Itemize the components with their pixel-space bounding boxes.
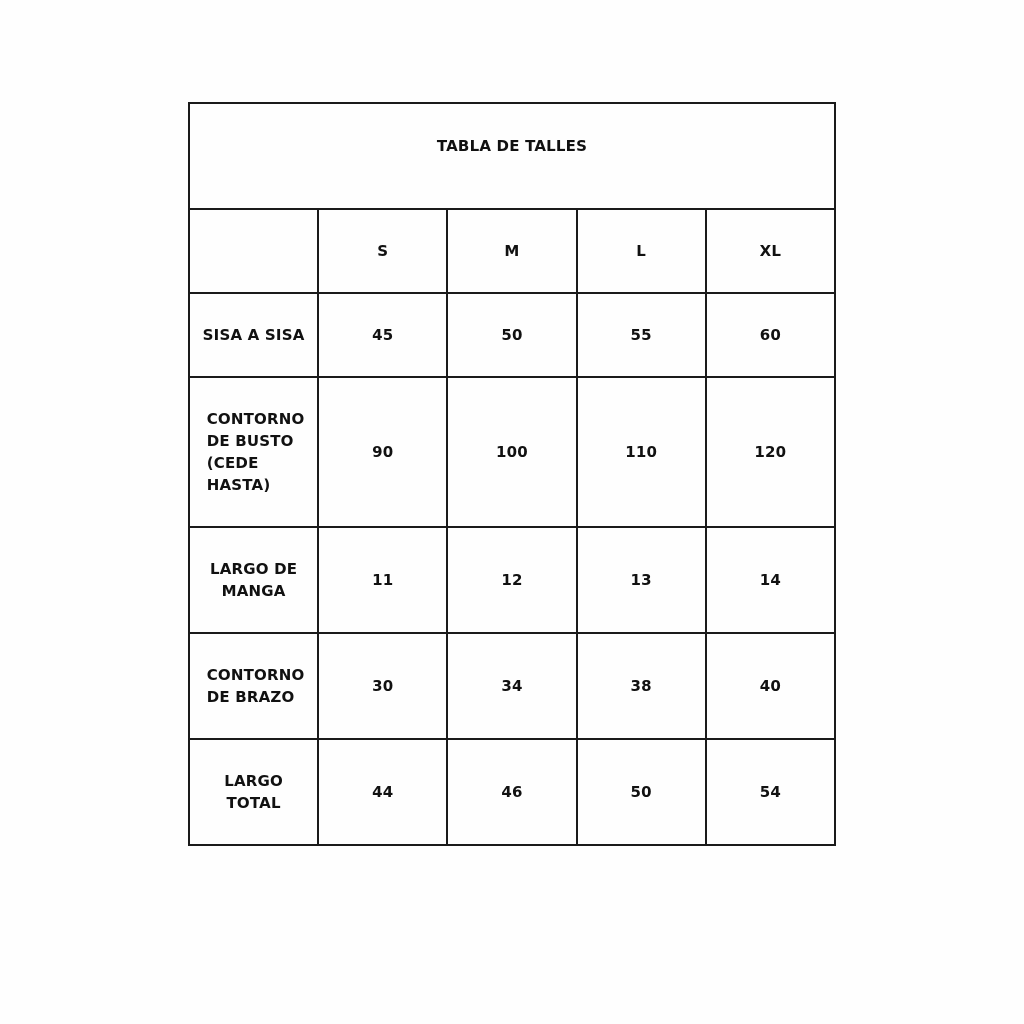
table-cell: 100 — [447, 377, 576, 527]
table-cell: 60 — [706, 293, 835, 377]
table-title: TABLA DE TALLES — [436, 137, 588, 155]
row-label-text: CONTORNO DE BRAZO — [206, 666, 305, 706]
row-label-text: CONTORNO DE BUSTO (CEDE HASTA) — [206, 410, 305, 494]
size-header-row — [189, 209, 835, 293]
table-row — [189, 293, 835, 377]
size-header-m: M — [447, 209, 576, 293]
table-cell: 14 — [706, 527, 835, 633]
corner-cell — [189, 209, 318, 293]
row-label-contorno-busto — [189, 377, 318, 527]
table-cell: 34 — [447, 633, 576, 739]
size-header-s: S — [318, 209, 447, 293]
table-cell: 12 — [447, 527, 576, 633]
row-label-contorno-brazo — [189, 633, 318, 739]
row-label-text: LARGO TOTAL — [224, 772, 283, 812]
table-cell: 46 — [447, 739, 576, 845]
table-cell: 30 — [318, 633, 447, 739]
table-cell: 45 — [318, 293, 447, 377]
row-label-text: SISA A SISA — [202, 326, 305, 344]
size-header-xl: XL — [706, 209, 835, 293]
size-chart-table — [188, 102, 836, 846]
table-row — [189, 377, 835, 527]
table-cell: 38 — [577, 633, 706, 739]
table-row — [189, 739, 835, 845]
row-label-largo-manga — [189, 527, 318, 633]
table-cell: 54 — [706, 739, 835, 845]
table-cell: 44 — [318, 739, 447, 845]
table-cell: 110 — [577, 377, 706, 527]
title-row — [189, 103, 835, 209]
table-cell: 40 — [706, 633, 835, 739]
size-header-l: L — [577, 209, 706, 293]
table-row — [189, 527, 835, 633]
table-cell: 50 — [577, 739, 706, 845]
table-cell: 90 — [318, 377, 447, 527]
row-label-sisa — [189, 293, 318, 377]
table-cell: 55 — [577, 293, 706, 377]
table-cell: 13 — [577, 527, 706, 633]
table-cell: 120 — [706, 377, 835, 527]
table-cell: 50 — [447, 293, 576, 377]
row-label-text: LARGO DE MANGA — [209, 560, 298, 600]
title-cell — [189, 103, 835, 209]
table-cell: 11 — [318, 527, 447, 633]
table-row — [189, 633, 835, 739]
row-label-largo-total — [189, 739, 318, 845]
